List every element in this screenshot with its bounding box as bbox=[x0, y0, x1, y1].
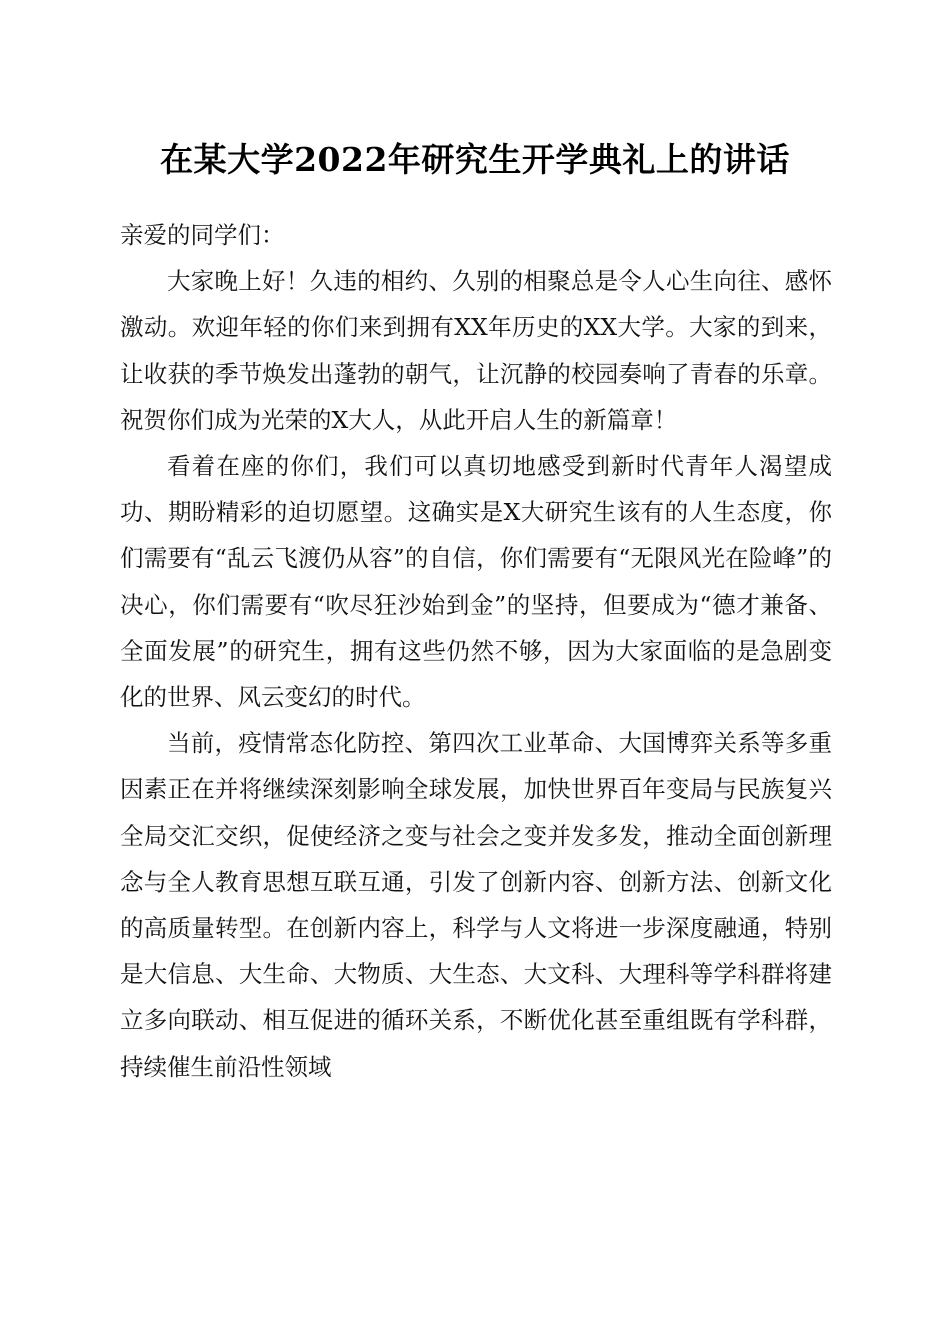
speech-body bbox=[120, 212, 832, 1090]
greeting: 亲爱的同学们： bbox=[120, 221, 285, 249]
paragraph: 看着在座的你们，我们可以真切地感受到新时代青年人渴望成功、期盼精彩的迫切愿望。这确实是X大研究生该有的人生态度，你们需要有“乱云飞渡仍从容”的自信，你们需要有“无限风光在险峰”的决心，你们需要有“吹尽狂沙始到金”的坚持，但要成为“德才兼备、全面发展”的研究生，拥有这些仍然不够，因为大家面临的是急剧变化的世界、风云变幻的时代。 bbox=[120, 452, 832, 712]
page-title: 在某大学2022年研究生开学典礼上的讲话 bbox=[160, 140, 790, 179]
paragraph: 当前，疫情常态化防控、第四次工业革命、大国博弈关系等多重因素正在并将继续深刻影响全球发展，加快世界百年变局与民族复兴全局交汇交织，促使经济之变与社会之变并发多发，推动全面创新理念与全人教育思想互联互通，引发了创新内容、创新方法、创新文化的高质量转型。在创新内容上，科学与人文将进一步深度融通，特别是大信息、大生命、大物质、大生态、大文科、大理科等学科群将建立多向联动、相互促进的循环关系，不断优化甚至重组既有学科群，持续催生前沿性领域 bbox=[120, 729, 832, 1081]
paragraph: 大家晚上好！久违的相约、久别的相聚总是令人心生向往、感怀激动。欢迎年轻的你们来到拥有XX年历史的XX大学。大家的到来，让收获的季节焕发出蓬勃的朝气，让沉静的校园奏响了青春的乐章。祝贺你们成为光荣的X大人，从此开启人生的新篇章！ bbox=[120, 267, 832, 434]
